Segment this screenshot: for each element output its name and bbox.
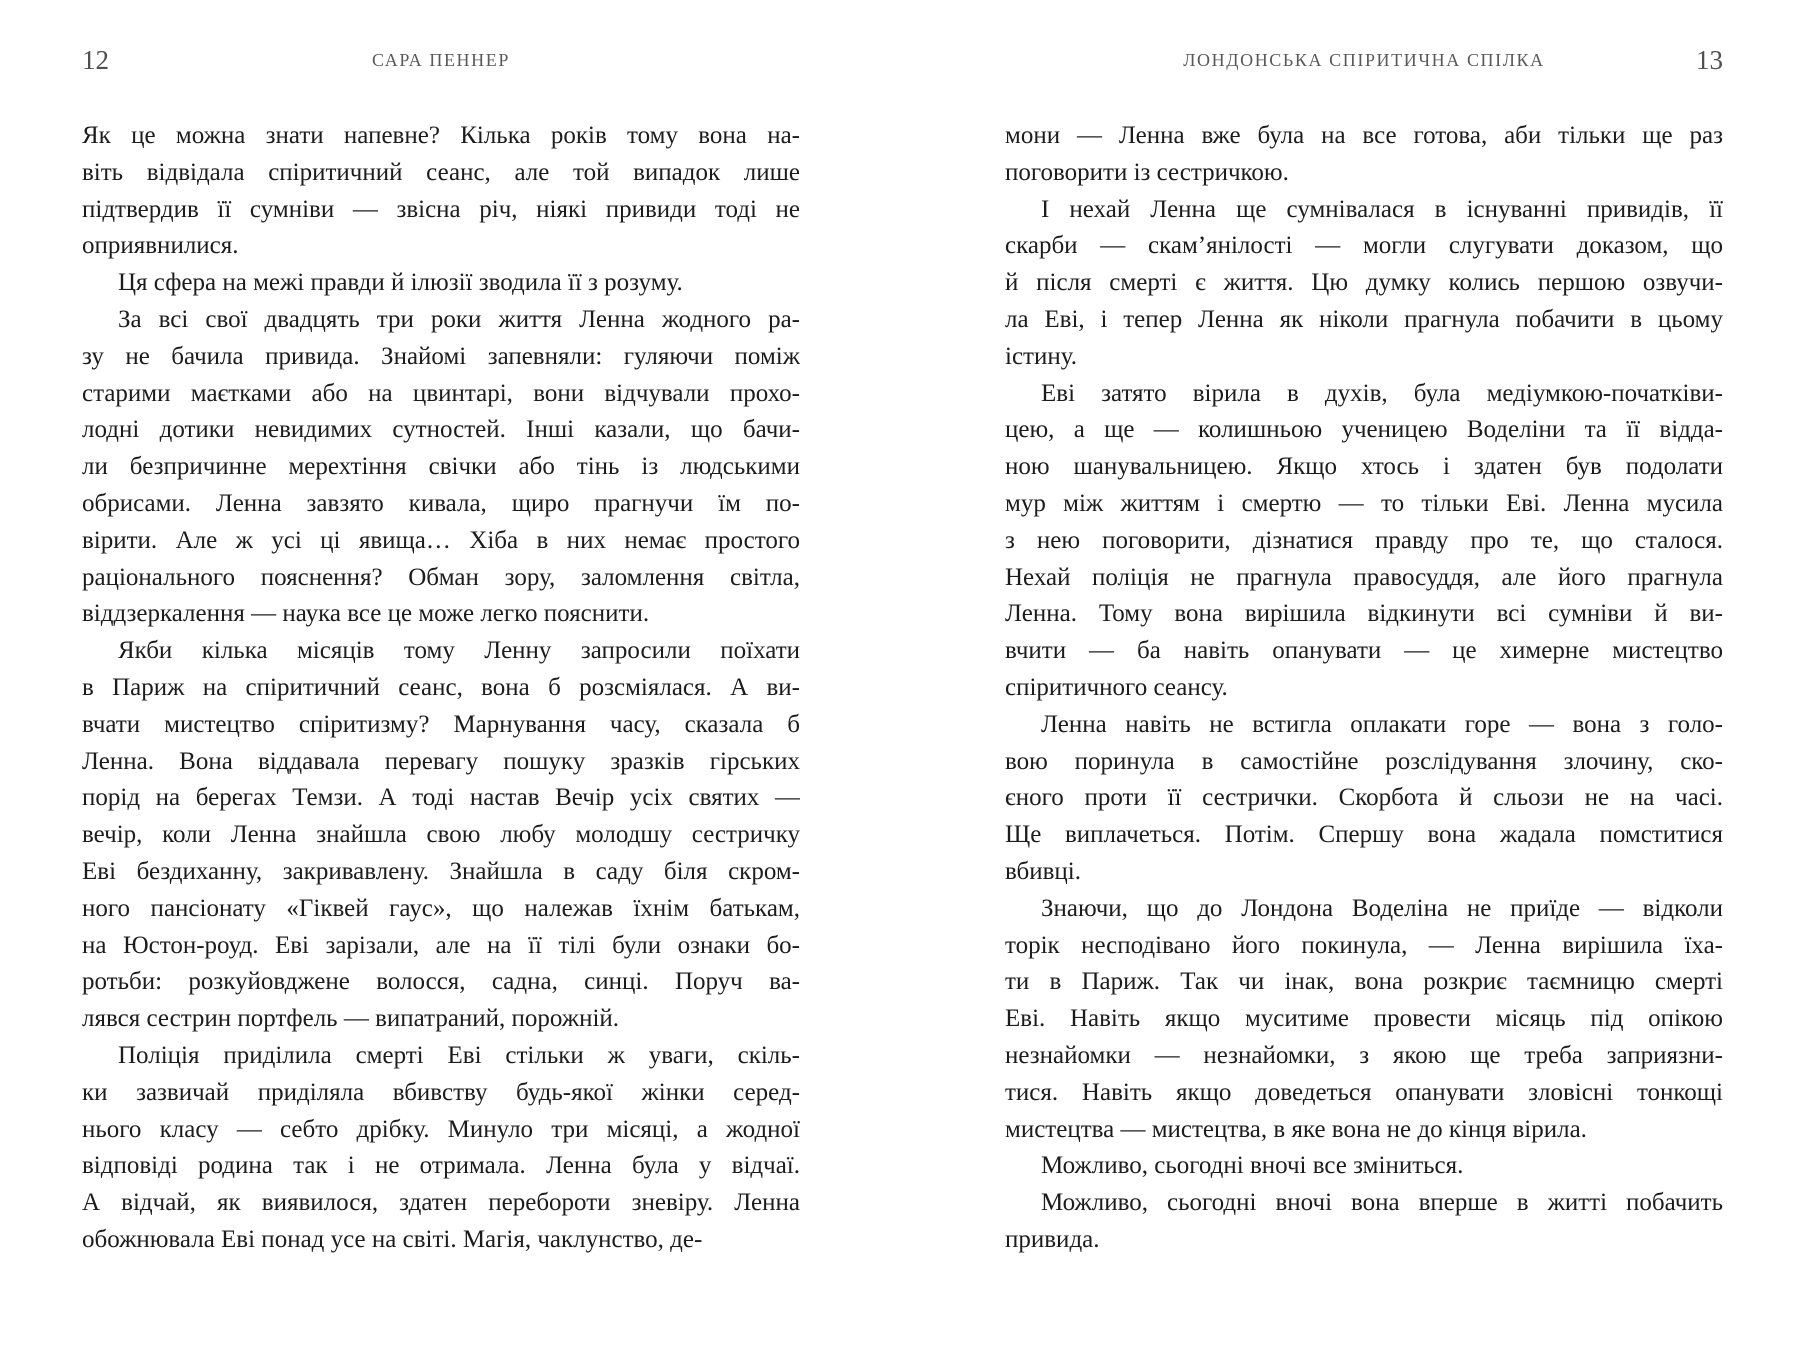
paragraph — [82, 265, 800, 302]
text-line: віть відвідала спіритичний сеанс, але той випадок лише — [82, 158, 800, 186]
page-body-right — [1005, 118, 1723, 1259]
text-line: Знаючи, що до Лондона Воделіна не приїде — відколи — [1041, 894, 1723, 922]
text-line: лодні дотики невидимих сутностей. Інші казали, що бачи- — [82, 416, 800, 444]
text-line: ротьби: розкуйовджене волосся, садна, синці. Поруч ва- — [82, 968, 800, 996]
text-line: зу не бачила привида. Знайомі запевняли: гуляючи поміж — [82, 342, 800, 370]
text-line: вечір, коли Ленна знайшла свою любу молодшу сестричку — [82, 821, 800, 849]
text-line: поговорити із сестричкою. — [1005, 158, 1289, 186]
text-line: ного пансіонату «Гіквей гаус», що належав їхнім батькам, — [82, 894, 800, 922]
text-line: спіритичного сеансу. — [1005, 673, 1228, 701]
page-left-column — [82, 0, 800, 1259]
page-header-right — [1005, 45, 1723, 75]
text-line: Нехай поліція не прагнула правосуддя, але його прагнула — [1005, 563, 1723, 591]
text-line: тися. Навіть якщо доведеться опанувати зловісні тонкощі — [1005, 1078, 1723, 1106]
text-line: на Юстон-роуд. Еві зарізали, але на її тілі були ознаки бо- — [82, 931, 800, 959]
text-line: підтвердив її сумніви — звісна річ, ніякі привиди тоді не — [82, 195, 800, 223]
text-line: привида. — [1005, 1225, 1100, 1253]
text-line: лявся сестрин портфель — випатраний, порожній. — [82, 1005, 620, 1033]
text-line: мур між життям і смертю — то тільки Еві. Ленна мусила — [1005, 489, 1723, 517]
page-body-left — [82, 118, 800, 1259]
text-line: Ця сфера на межі правди й ілюзії зводила її з розуму. — [118, 269, 683, 297]
text-line: Ще виплачеться. Потім. Спершу вона жадала помститися — [1005, 821, 1723, 849]
text-line: обожнювала Еві понад усе на світі. Магія, чаклунство, де- — [82, 1225, 703, 1253]
page-header-left — [82, 45, 800, 75]
paragraph — [1005, 1185, 1723, 1259]
paragraph — [1005, 1148, 1723, 1185]
text-line: ти в Париж. Так чи інак, вона розкриє таємницю смерті — [1005, 968, 1723, 996]
text-line: ки зазвичай приділяла вбивству будь-якої жінки серед- — [82, 1078, 800, 1106]
running-head-title: ЛОНДОНСЬКА СПІРИТИЧНА СПІЛКА — [1183, 50, 1545, 70]
paragraph — [1005, 891, 1723, 1149]
text-line: Можливо, сьогодні вночі все зміниться. — [1041, 1152, 1464, 1180]
text-line: За всі свої двадцять три роки життя Ленна жодного ра- — [118, 305, 800, 333]
running-head-author: САРА ПЕННЕР — [372, 50, 510, 70]
text-line: ла Еві, і тепер Ленна як ніколи прагнула побачити в цьому — [1005, 305, 1723, 333]
text-line: Можливо, сьогодні вночі вона вперше в житті побачить — [1041, 1189, 1723, 1217]
text-line: мистецтва — мистецтва, в яке вона не до кінця вірила. — [1005, 1115, 1587, 1143]
text-line: Якби кілька місяців тому Ленну запросили поїхати — [118, 637, 800, 665]
text-line: Еві бездиханну, закривавлену. Знайшла в саду біля скром- — [82, 857, 800, 885]
text-line: нього класу — себто дрібку. Минуло три місяці, а жодної — [82, 1115, 800, 1143]
paragraph — [82, 633, 800, 1038]
paragraph — [1005, 118, 1723, 192]
text-line: Еві. Навіть якщо муситиме провести місяць під опікою — [1005, 1005, 1723, 1033]
text-line: мони — Ленна вже була на все готова, аби тільки ще раз — [1005, 122, 1723, 149]
text-line: вбивці. — [1005, 857, 1081, 885]
text-line: з нею поговорити, дізнатися правду про те, що сталося. — [1005, 526, 1723, 554]
paragraph — [82, 118, 800, 265]
text-line: вчати мистецтво спіритизму? Марнування часу, сказала б — [82, 710, 800, 738]
page-number-right: 13 — [1696, 45, 1723, 75]
text-line: віддзеркалення — наука все це може легко пояснити. — [82, 600, 650, 628]
text-line: оприявнилися. — [82, 232, 239, 260]
page-number-left: 12 — [82, 45, 109, 75]
text-line: скарби — скам’янілості — могли слугувати доказом, що — [1005, 232, 1723, 260]
page-right — [900, 0, 1800, 1350]
text-line: торік несподівано його покинула, — Ленна вирішила їха- — [1005, 931, 1723, 959]
text-line: цею, а ще — колишньою ученицею Воделіни та її відда- — [1005, 416, 1723, 444]
text-line: порід на берегах Темзи. А тоді настав Вечір усіх святих — — [82, 784, 800, 812]
paragraph — [82, 1038, 800, 1259]
paragraph — [1005, 376, 1723, 707]
text-line: раціонального пояснення? Обман зору, заломлення світла, — [82, 563, 800, 591]
text-line: обрисами. Ленна завзято кивала, щиро прагнучи їм по- — [82, 489, 800, 517]
text-line: ною шанувальницею. Якщо хтось і здатен був подолати — [1005, 453, 1723, 481]
text-line: Поліція приділила смерті Еві стільки ж уваги, скіль- — [118, 1041, 800, 1069]
text-line: й після смерті є життя. Цю думку колись першою озвучи- — [1005, 269, 1723, 297]
page-right-column — [1005, 0, 1723, 1259]
text-line: незнайомки — незнайомки, з якою ще треба заприязни- — [1005, 1041, 1723, 1069]
text-line: Як це можна знати напевне? Кілька років тому вона на- — [82, 122, 800, 149]
text-line: старими маєтками або на цвинтарі, вони відчували прохо- — [82, 379, 800, 407]
text-line: єного проти її сестрички. Скорбота й сльози не на часі. — [1005, 784, 1723, 812]
text-line: відповіді родина так і не отримала. Ленна була у відчаї. — [82, 1152, 800, 1180]
text-line: істину. — [1005, 342, 1077, 370]
text-line: ли безпричинне мерехтіння свічки або тінь із людськими — [82, 453, 800, 481]
text-line: вою поринула в самостійне розслідування злочину, ско- — [1005, 747, 1723, 775]
text-line: Еві затято вірила в духів, була медіумкою-початківи- — [1041, 379, 1723, 407]
text-line: Ленна навіть не встигла оплакати горе — вона з голо- — [1041, 710, 1723, 738]
text-line: А відчай, як виявилося, здатен перебороти зневіру. Ленна — [82, 1189, 800, 1217]
paragraph — [1005, 707, 1723, 891]
text-line: Ленна. Тому вона вирішила відкинути всі сумніви й ви- — [1005, 600, 1723, 628]
text-line: в Париж на спіритичний сеанс, вона б розсміялася. А ви- — [82, 673, 800, 701]
text-line: вчити — ба навіть опанувати — це химерне мистецтво — [1005, 637, 1723, 665]
paragraph — [1005, 192, 1723, 376]
text-line: вірити. Але ж усі ці явища… Хіба в них немає простого — [82, 526, 800, 554]
text-line: Ленна. Вона віддавала перевагу пошуку зразків гірських — [82, 747, 800, 775]
paragraph — [82, 302, 800, 633]
text-line: І нехай Ленна ще сумнівалася в існуванні привидів, її — [1041, 195, 1723, 223]
